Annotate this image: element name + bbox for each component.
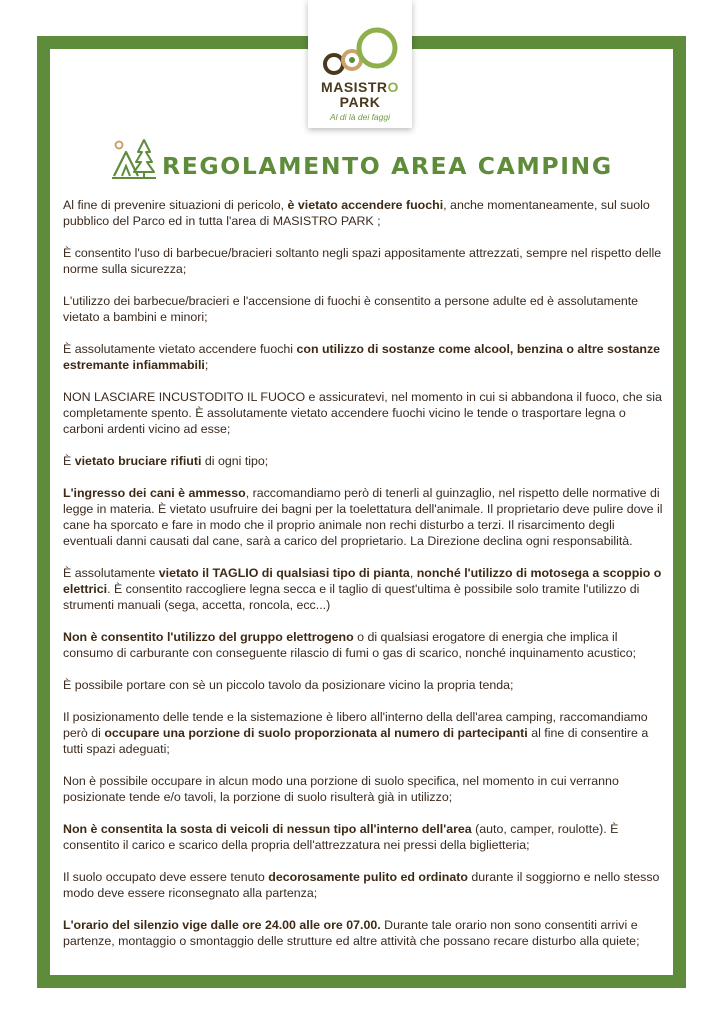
rule-text: Al fine di prevenire situazioni di pericolo, [63,198,288,212]
rule-emphasis: nonché l'utilizzo di motosega a scoppio o elettrici [63,566,662,596]
page-title: REGOLAMENTO AREA CAMPING [162,152,613,180]
rule-text: , [409,566,417,580]
rule-text: È [63,454,75,468]
rule-text: Il suolo occupato deve essere tenuto [63,870,269,884]
rule-paragraph [63,565,663,613]
rule-text: o di qualsiasi erogatore di energia che implica il consumo di carburante con conseguente rilascio di fumi o gas di scarico, nonché inquinamento acustico; [63,630,637,660]
rule-paragraph [63,869,663,901]
rule-paragraph [63,485,663,549]
rule-text: È assolutamente [63,566,159,580]
rule-text: durante il soggiorno e nello stesso modo deve essere riconsegnato alla partenza; [63,870,660,900]
rule-text: È assolutamente vietato accendere fuochi [63,342,297,356]
rule-paragraph [63,341,663,373]
rule-text: (auto, camper, roulotte). È consentito il carico e scarico della propria dell'attrezzatura nei pressi della biglietteria; [63,822,619,852]
rule-text: al fine di consentire a tutti spazi adeguati; [63,726,649,756]
rule-text: Durante tale orario non sono consentiti arrivi e partenze, montaggio o smontaggio delle strutture ed altre attività che possano recare disturbo alla quiete; [63,918,640,948]
logo-name-line1: MASISTRO [321,79,399,95]
rule-paragraph [63,245,663,277]
rule-text: È consentito l'uso di barbecue/bracieri soltanto negli spazi appositamente attrezzati, sempre nel rispetto delle norme sulla sicurezza; [63,246,662,276]
rule-text: Il posizionamento delle tende e la sistemazione è libero all'interno della dell'area camping, raccomandiamo però di [63,710,648,740]
logo-name-line2: PARK [339,94,381,110]
logo-circles-icon [322,24,398,78]
rule-text: , anche momentaneamente, sul suolo pubblico del Parco ed in tutta l'area di MASISTRO PARK ; [63,198,650,228]
camping-tent-tree-icon [112,138,158,182]
rule-paragraph [63,821,663,853]
rule-emphasis: L'ingresso dei cani è ammesso [63,486,246,500]
rule-paragraph [63,453,663,469]
rule-text: . È consentito raccogliere legna secca e il taglio di quest'ultima è possibile solo tramite l'utilizzo di strumenti manuali (sega, accetta, roncola, ecc...) [63,582,640,612]
rule-text: , raccomandiamo però di tenerli al guinzaglio, nel rispetto delle normative di legge in materia. È vietato usufruire dei bagni per la toelettatura dell'animale. Il proprietario deve pulire dove il cane ha sporcato e fare in modo che il proprio animale non rechi disturbo a terzi. Il risarcimento degli eventuali danni causati dal cane, sarà a carico del proprietario. La Direzione declina ogni responsabilità. [63,486,663,548]
rule-paragraph [63,389,663,437]
rule-text: NON LASCIARE INCUSTODITO IL FUOCO e assicuratevi, nel momento in cui si abbandona il fuoco, che sia completamente spento. È assolutamente vietato accendere fuochi vicino le tende o trasportare legna o carboni ardenti vicino ad esse; [63,390,662,436]
rule-paragraph [63,197,663,229]
rules-list [63,197,663,965]
rule-emphasis: con utilizzo di sostanze come alcool, benzina o altre sostanze estremante infiammabili [63,342,661,372]
rule-paragraph [63,293,663,325]
rule-paragraph [63,917,663,949]
rule-emphasis: Non è consentito l'utilizzo del gruppo elettrogeno [63,630,354,644]
rule-text: ; [204,358,209,372]
rule-emphasis: è vietato accendere fuochi [287,198,444,212]
rule-paragraph [63,677,663,693]
rule-paragraph [63,773,663,805]
logo-tagline: Al di là dei faggi [329,112,390,122]
rule-emphasis: decorosamente pulito ed ordinato [268,870,468,884]
rule-paragraph [63,709,663,757]
rule-emphasis: L'orario del silenzio vige dalle ore 24.00 alle ore 07.00. [63,918,381,932]
rule-paragraph [63,629,663,661]
rule-text: È possibile portare con sè un piccolo tavolo da posizionare vicino la propria tenda; [63,678,514,692]
rule-text: Non è possibile occupare in alcun modo una porzione di suolo specifica, nel momento in cui verranno posizionate tende e/o tavoli, la porzione di suolo risulterà già in utilizzo; [63,774,619,804]
rule-text: di ogni tipo; [201,454,269,468]
rule-emphasis: occupare una porzione di suolo proporzionata al numero di partecipanti [104,726,528,740]
rule-text: L'utilizzo dei barbecue/bracieri e l'accensione di fuochi è consentito a persone adulte ed è assolutamente vietato a bambini e minori; [63,294,639,324]
rule-emphasis: vietato il TAGLIO di qualsiasi tipo di pianta [158,566,410,580]
rule-emphasis: vietato bruciare rifiuti [74,454,202,468]
logo-card [308,0,412,128]
rule-emphasis: Non è consentita la sosta di veicoli di nessun tipo all'interno dell'area [63,822,472,836]
